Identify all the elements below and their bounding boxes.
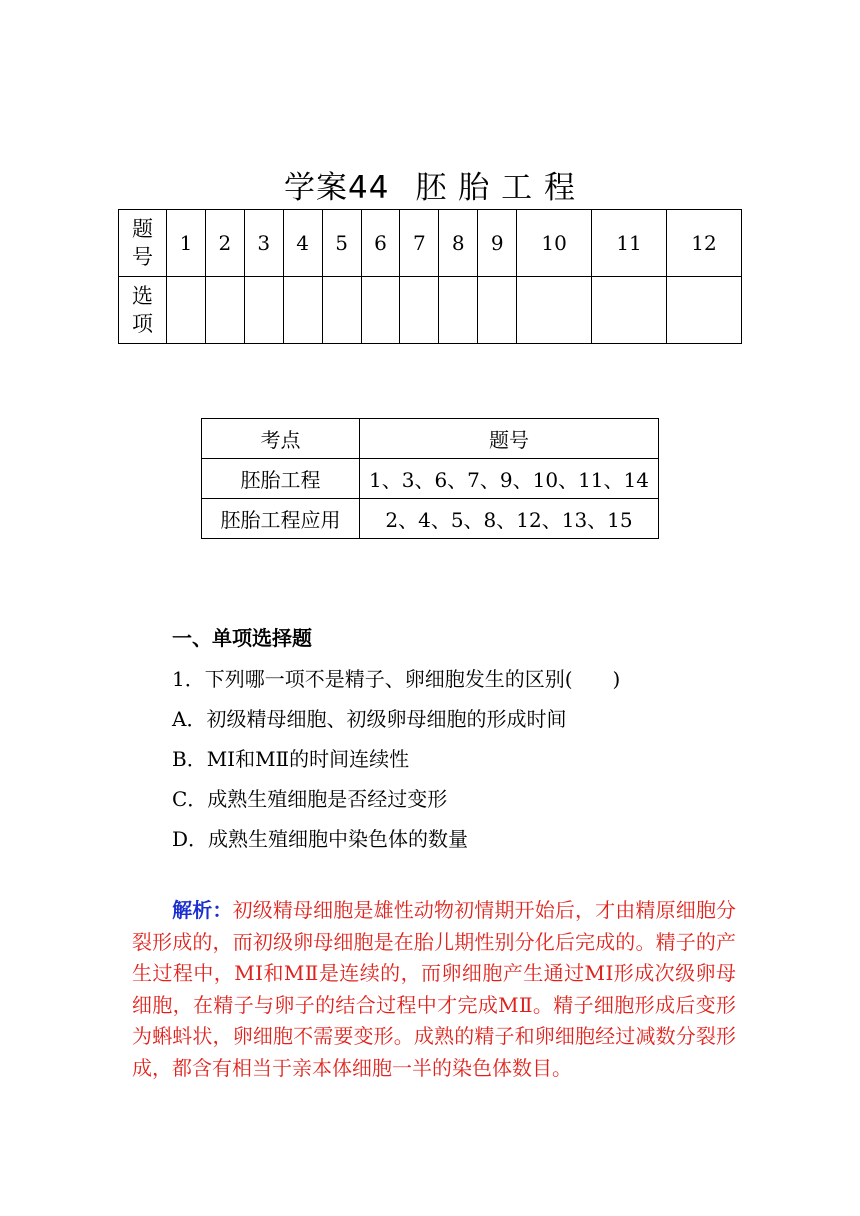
row-header-number: 题 号 [119,210,167,277]
answer-blank-cell[interactable] [244,277,283,344]
answer-blank-cell[interactable] [322,277,361,344]
question-number-cell: 7 [400,210,439,277]
kp-topic-cell: 胚胎工程 [202,459,360,499]
title-name: 胚 胎 工 程 [415,170,576,206]
page-title [0,166,860,210]
answer-blank-cell[interactable] [667,277,742,344]
answer-blank-cell[interactable] [283,277,322,344]
answer-blank-cell[interactable] [478,277,517,344]
question-number-cell: 6 [361,210,400,277]
question-number-cell: 8 [439,210,478,277]
question-number-cell: 2 [205,210,244,277]
question-number-cell: 4 [283,210,322,277]
option-c[interactable]: C．成熟生殖细胞是否经过变形 [172,787,448,811]
answer-blank-cell[interactable] [205,277,244,344]
answer-blank-cell[interactable] [167,277,206,344]
knowledge-point-table [201,418,659,539]
question-stem: 1．下列哪一项不是精子、卵细胞发生的区别( ) [172,667,621,691]
kp-row [202,459,659,499]
section-title: 一、单项选择题 [172,626,312,650]
option-b[interactable]: B．MⅠ和MⅡ的时间连续性 [172,747,410,771]
row-header-choice: 选 项 [119,277,167,344]
question-number-cell: 1 [167,210,206,277]
analysis-block [132,895,736,1084]
kp-header-row [202,419,659,459]
answer-table [118,209,742,344]
kp-header-topic: 考点 [202,419,360,459]
analysis-text: 初级精母细胞是雄性动物初情期开始后，才由精原细胞分裂形成的，而初级卵母细胞是在胎儿期性别分化后完成的。精子的产生过程中，MⅠ和MⅡ是连续的，而卵细胞产生通过MⅠ形成次级卵母细胞，在精子与卵子的结合过程中才完成MⅡ。精子细胞形成后变形为蝌蚪状，卵细胞不需要变形。成熟的精子和卵细胞经过减数分裂形成，都含有相当于亲本体细胞一半的染色体数目。 [132,898,737,1080]
answer-blank-cell[interactable] [400,277,439,344]
answer-blank-cell[interactable] [592,277,667,344]
option-a[interactable]: A．初级精母细胞、初级卵母细胞的形成时间 [172,707,567,731]
answer-blank-cell[interactable] [361,277,400,344]
question-number-cell: 12 [667,210,742,277]
title-prefix: 学案44 [283,170,390,206]
answer-blank-cell[interactable] [439,277,478,344]
kp-questions-cell: 2、4、5、8、12、13、15 [360,499,659,539]
question-number-cell: 3 [244,210,283,277]
analysis-label: 解析： [172,898,233,922]
question-number-cell: 5 [322,210,361,277]
answer-blank-cell[interactable] [517,277,592,344]
question-number-cell: 10 [517,210,592,277]
kp-topic-cell: 胚胎工程应用 [202,499,360,539]
answer-choice-row [119,277,742,344]
question-number-cell: 9 [478,210,517,277]
answer-number-row [119,210,742,277]
kp-row [202,499,659,539]
kp-questions-cell: 1、3、6、7、9、10、11、14 [360,459,659,499]
question-number-cell: 11 [592,210,667,277]
kp-header-questions: 题号 [360,419,659,459]
option-d[interactable]: D．成熟生殖细胞中染色体的数量 [172,827,469,851]
